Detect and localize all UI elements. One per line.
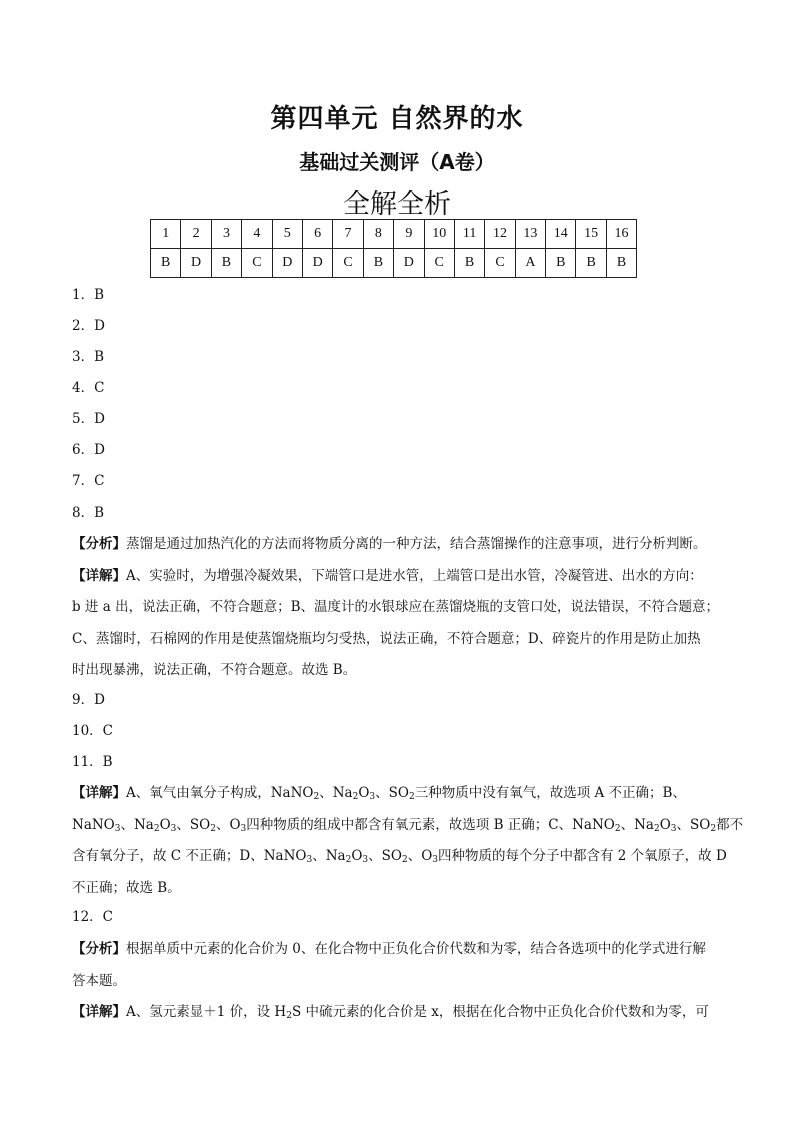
q11-text: 都不 (716, 816, 744, 833)
q11-text: 、SO (676, 816, 711, 833)
q11-text: O (358, 785, 370, 801)
answer-line-10: 10．C (72, 723, 114, 739)
q12-text: A、氢元素显＋1 价，设 H (126, 1004, 287, 1020)
answer-line-2: 2．D (72, 318, 105, 334)
q12-analysis-tag: 【分析】 (72, 941, 126, 957)
q11-explanation (72, 778, 744, 904)
subscript: 2 (345, 855, 352, 865)
answer-table (150, 219, 637, 278)
answer-cell: B (454, 249, 484, 278)
q11-text: 、SO (375, 785, 409, 801)
q11-text: 、Na (620, 816, 654, 833)
q11-text: 、SO (368, 848, 402, 864)
subscript: 3 (240, 823, 247, 834)
answer-cell: C (424, 249, 454, 278)
subscript: 2 (352, 792, 359, 802)
q11-text: O (659, 816, 671, 833)
q8-detail-tag: 【详解】 (72, 567, 126, 584)
answer-line-9: 9．D (72, 692, 105, 708)
answer-cell: B (363, 249, 393, 278)
answer-line-5: 5．D (72, 411, 105, 427)
question-number-cell: 16 (606, 220, 636, 249)
q12-analysis-text-2: 答本题。 (72, 972, 126, 989)
subscript: 2 (286, 1011, 292, 1021)
subscript: 2 (313, 792, 320, 802)
q11-text: 含有氧分子，故 C 不正确；D、NaNO (72, 848, 307, 864)
answer-cell: B (546, 249, 576, 278)
subscript: 3 (170, 823, 177, 834)
q12-detail-tag: 【详解】 (72, 1004, 126, 1020)
answer-table-number-row (151, 220, 637, 249)
question-number-cell: 9 (394, 220, 424, 249)
q11-text: 、Na (120, 816, 154, 833)
q11-text: 、O (215, 816, 241, 833)
question-number-cell: 1 (151, 220, 181, 249)
answer-cell: B (576, 249, 606, 278)
question-number-cell: 2 (181, 220, 211, 249)
answer-cell: D (181, 249, 211, 278)
q11-text: A、氧气由氧分子构成，NaNO (126, 785, 314, 801)
subscript: 3 (114, 823, 121, 834)
question-number-cell: 5 (272, 220, 302, 249)
answer-cell: C (485, 249, 515, 278)
q11-text: O (351, 848, 363, 864)
question-number-cell: 7 (333, 220, 363, 249)
question-number-cell: 11 (454, 220, 484, 249)
answer-cell: D (302, 249, 332, 278)
subscript: 3 (369, 792, 376, 802)
answer-line-3: 3．B (72, 349, 105, 365)
q11-text: 不正确；故选 B。 (72, 879, 181, 896)
subscript: 3 (432, 855, 439, 865)
question-number-cell: 13 (515, 220, 545, 249)
q11-text: NaNO (72, 816, 115, 833)
answer-line-4: 4．C (72, 380, 105, 396)
subscript: 2 (408, 792, 415, 802)
q8-explanation (72, 529, 724, 687)
subscript: 2 (653, 823, 660, 834)
page-title: 第四单元 自然界的水 (270, 104, 524, 134)
question-number-cell: 3 (211, 220, 241, 249)
q8-analysis-text: 蒸馏是通过加热汽化的方法而将物质分离的一种方法，结合蒸馏操作的注意事项，进行分析判断。 (126, 536, 707, 552)
question-number-cell: 15 (576, 220, 606, 249)
answer-cell: D (394, 249, 424, 278)
q12-text: S 中硫元素的化合价是 x，根据在化合物中正负化合价代数和为零，可 (291, 1004, 709, 1020)
q11-detail-tag: 【详解】 (72, 785, 126, 801)
q11-text: 四种物质的每个分子中都含有 2 个氧原子，故 D (438, 848, 727, 864)
q8-analysis-tag: 【分析】 (72, 536, 126, 552)
q8-detail-line-2: b 进 a 出，说法正确，不符合题意；B、温度计的水银球应在蒸馏烧瓶的支管口处，说法错误，不符合题意； (72, 599, 719, 615)
section-title: 全解全析 (343, 189, 451, 220)
subscript: 3 (362, 855, 369, 865)
answer-cell: B (606, 249, 636, 278)
subscript: 2 (401, 855, 408, 865)
question-number-cell: 12 (485, 220, 515, 249)
answer-line-8: 8．B (72, 505, 105, 521)
subscript: 2 (210, 823, 216, 834)
q11-text: O (159, 816, 171, 833)
q11-text: 、SO (176, 816, 211, 833)
question-number-cell: 14 (546, 220, 576, 249)
answer-line-12: 12．C (72, 909, 114, 925)
question-number-cell: 8 (363, 220, 393, 249)
answer-cell: D (272, 249, 302, 278)
answer-line-6: 6．D (72, 442, 105, 458)
answer-table-answer-row (151, 249, 637, 278)
question-number-cell: 4 (242, 220, 272, 249)
question-number-cell: 6 (302, 220, 332, 249)
answer-cell: C (242, 249, 272, 278)
q11-text: 三种物质中没有氧气，故选项 A 不正确；B、 (414, 785, 686, 801)
q11-text: 、O (407, 848, 433, 864)
subscript: 2 (710, 823, 717, 834)
q8-detail-line-3: C、蒸馏时，石棉网的作用是使蒸馏烧瓶均匀受热，说法正确，不符合题意；D、碎瓷片的作用是防止加热 (72, 630, 701, 647)
q8-detail-line-4: 时出现暴沸，说法正确，不符合题意。故选 B。 (72, 662, 357, 678)
q8-detail-line-1: A、实验时，为增强冷凝效果，下端管口是进水管，上端管口是出水管，冷凝管进、出水的方向： (126, 567, 703, 584)
subscript: 2 (614, 823, 621, 834)
subscript: 3 (306, 855, 313, 865)
subscript: 3 (670, 823, 677, 834)
answer-line-1: 1．B (72, 287, 105, 303)
answer-cell: A (515, 249, 545, 278)
answer-cell: B (151, 249, 181, 278)
q11-text: 、Na (312, 848, 346, 864)
q12-analysis-text: 根据单质中元素的化合价为 0、在化合物中正负化合价代数和为零，结合各选项中的化学式进行解 (126, 941, 706, 957)
q12-explanation (72, 934, 724, 1029)
question-number-cell: 10 (424, 220, 454, 249)
answer-cell: B (211, 249, 241, 278)
page-subtitle: 基础过关测评（A卷） (299, 150, 495, 174)
answer-cell: C (333, 249, 363, 278)
q11-text: 四种物质的组成中都含有氧元素，故选项 B 正确；C、NaNO (246, 816, 615, 833)
answer-line-11: 11．B (72, 754, 113, 770)
q11-text: 、Na (319, 785, 353, 801)
subscript: 2 (153, 823, 160, 834)
answer-line-7: 7．C (72, 473, 105, 489)
